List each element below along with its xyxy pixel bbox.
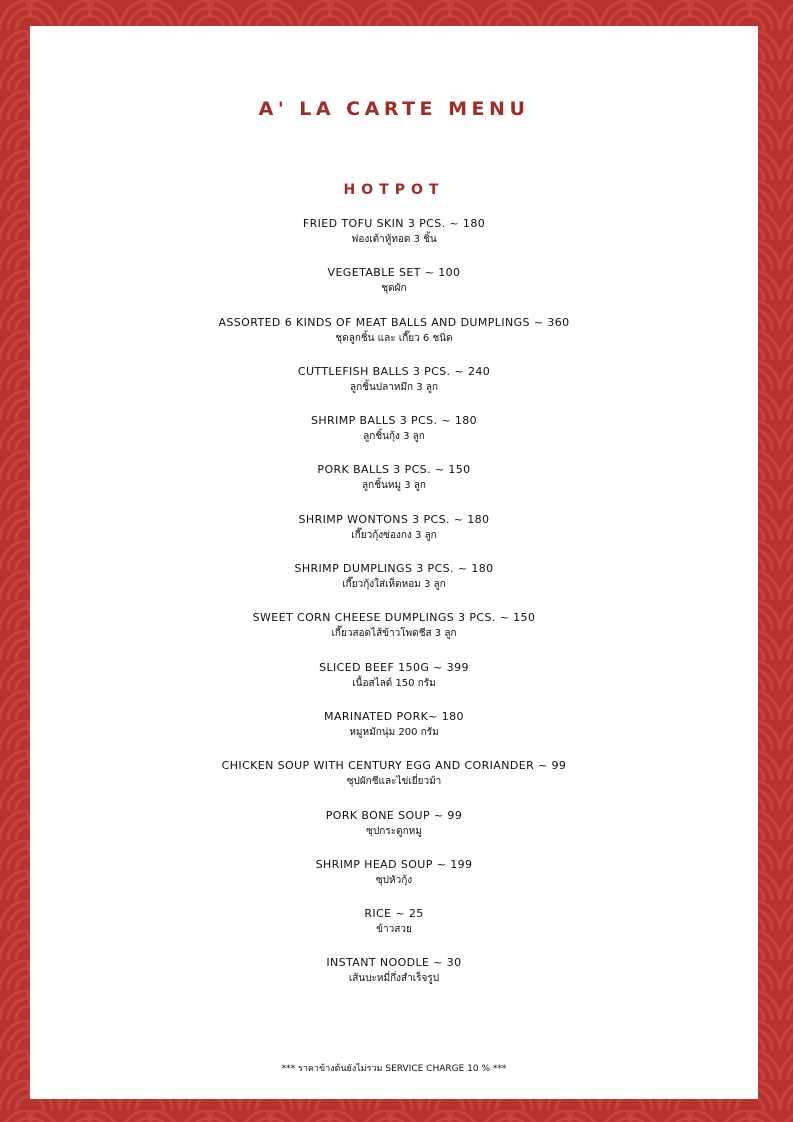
menu-item — [30, 265, 758, 314]
menu-item-english: CUTTLEFISH BALLS 3 PCS. ~ 240 — [297, 364, 491, 378]
menu-item-thai: ลูกชิ้นหมู 3 ลูก — [362, 480, 426, 492]
menu-item-thai: เส้นบะหมี่กึ่งสำเร็จรูป — [348, 973, 440, 985]
menu-item-thai: ซุปกระดูกหมู — [366, 825, 422, 837]
menu-item — [30, 512, 758, 561]
menu-item-thai: ฟองเต้าหู้ทอด 3 ชิ้น — [351, 234, 437, 245]
menu-item — [30, 808, 758, 857]
menu-item-thai: เกี๊ยวกุ้งใส่เห็ดหอม 3 ลูก — [342, 579, 446, 591]
menu-item — [30, 758, 758, 807]
menu-item-thai: ชุดลูกชิ้น และ เกี๊ยว 6 ชนิด — [335, 332, 453, 344]
menu-item-english: PORK BONE SOUP ~ 99 — [325, 808, 463, 822]
menu-item-english: ASSORTED 6 KINDS OF MEAT BALLS AND DUMPLINGS ~ 360 — [218, 315, 570, 329]
menu-item — [30, 315, 758, 364]
menu-item-english: CHICKEN SOUP WITH CENTURY EGG AND CORIANDER ~ 99 — [221, 759, 567, 773]
menu-item — [30, 216, 758, 265]
menu-item-thai: ชุดผัก — [381, 283, 407, 295]
menu-item-thai: ข้าวสวย — [376, 924, 412, 936]
menu-item — [30, 364, 758, 413]
menu-item-thai: ลูกชิ้นกุ้ง 3 ลูก — [363, 431, 425, 443]
menu-item-thai: หมูหมักนุ่ม 200 กรัม — [349, 726, 439, 738]
menu-item — [30, 561, 758, 610]
menu-item-english: SHRIMP DUMPLINGS 3 PCS. ~ 180 — [294, 562, 494, 576]
menu-item-english: MARINATED PORK~ 180 — [324, 709, 464, 723]
menu-card — [30, 26, 758, 1099]
menu-item-english: SLICED BEEF 150G ~ 399 — [319, 660, 469, 674]
menu-item-english: RICE ~ 25 — [364, 907, 424, 921]
menu-item-list — [30, 216, 758, 1005]
menu-item — [30, 709, 758, 758]
menu-item-thai: เนื้อสไลด์ 150 กรัม — [352, 677, 436, 689]
menu-item — [30, 610, 758, 659]
menu-item-english: SWEET CORN CHEESE DUMPLINGS 3 PCS. ~ 150 — [252, 611, 536, 625]
menu-item-thai: ซุปผักชีและไข่เยี่ยวม้า — [346, 776, 442, 788]
service-charge-note: *** ราคาข้างต้นยังไม่รวม SERVICE CHARGE 10 % *** — [281, 1064, 507, 1074]
menu-item-english: SHRIMP WONTONS 3 PCS. ~ 180 — [298, 512, 490, 526]
menu-item-english: FRIED TOFU SKIN 3 PCS. ~ 180 — [302, 217, 486, 230]
menu-title: A' LA CARTE MENU — [258, 98, 530, 120]
menu-item-english: PORK BALLS 3 PCS. ~ 150 — [317, 463, 471, 477]
menu-item — [30, 660, 758, 709]
section-title-hotpot: HOTPOT — [343, 182, 445, 198]
menu-item-thai: ลูกชิ้นปลาหมึก 3 ลูก — [349, 381, 439, 393]
menu-item — [30, 413, 758, 462]
menu-item — [30, 906, 758, 955]
menu-item-english: SHRIMP BALLS 3 PCS. ~ 180 — [310, 414, 478, 428]
menu-item-thai: เกี๊ยวกุ้งซ่องกง 3 ลูก — [351, 529, 437, 541]
menu-item-english: INSTANT NOODLE ~ 30 — [326, 956, 462, 970]
menu-item-thai: ซุปหัวกุ้ง — [375, 874, 413, 886]
menu-item — [30, 955, 758, 1004]
menu-item — [30, 857, 758, 906]
menu-item-english: SHRIMP HEAD SOUP ~ 199 — [315, 857, 473, 871]
menu-item — [30, 462, 758, 511]
menu-item-english: VEGETABLE SET ~ 100 — [327, 266, 461, 280]
menu-item-thai: เกี๊ยวสอดไส้ข้าวโพดชีส 3 ลูก — [331, 628, 457, 640]
